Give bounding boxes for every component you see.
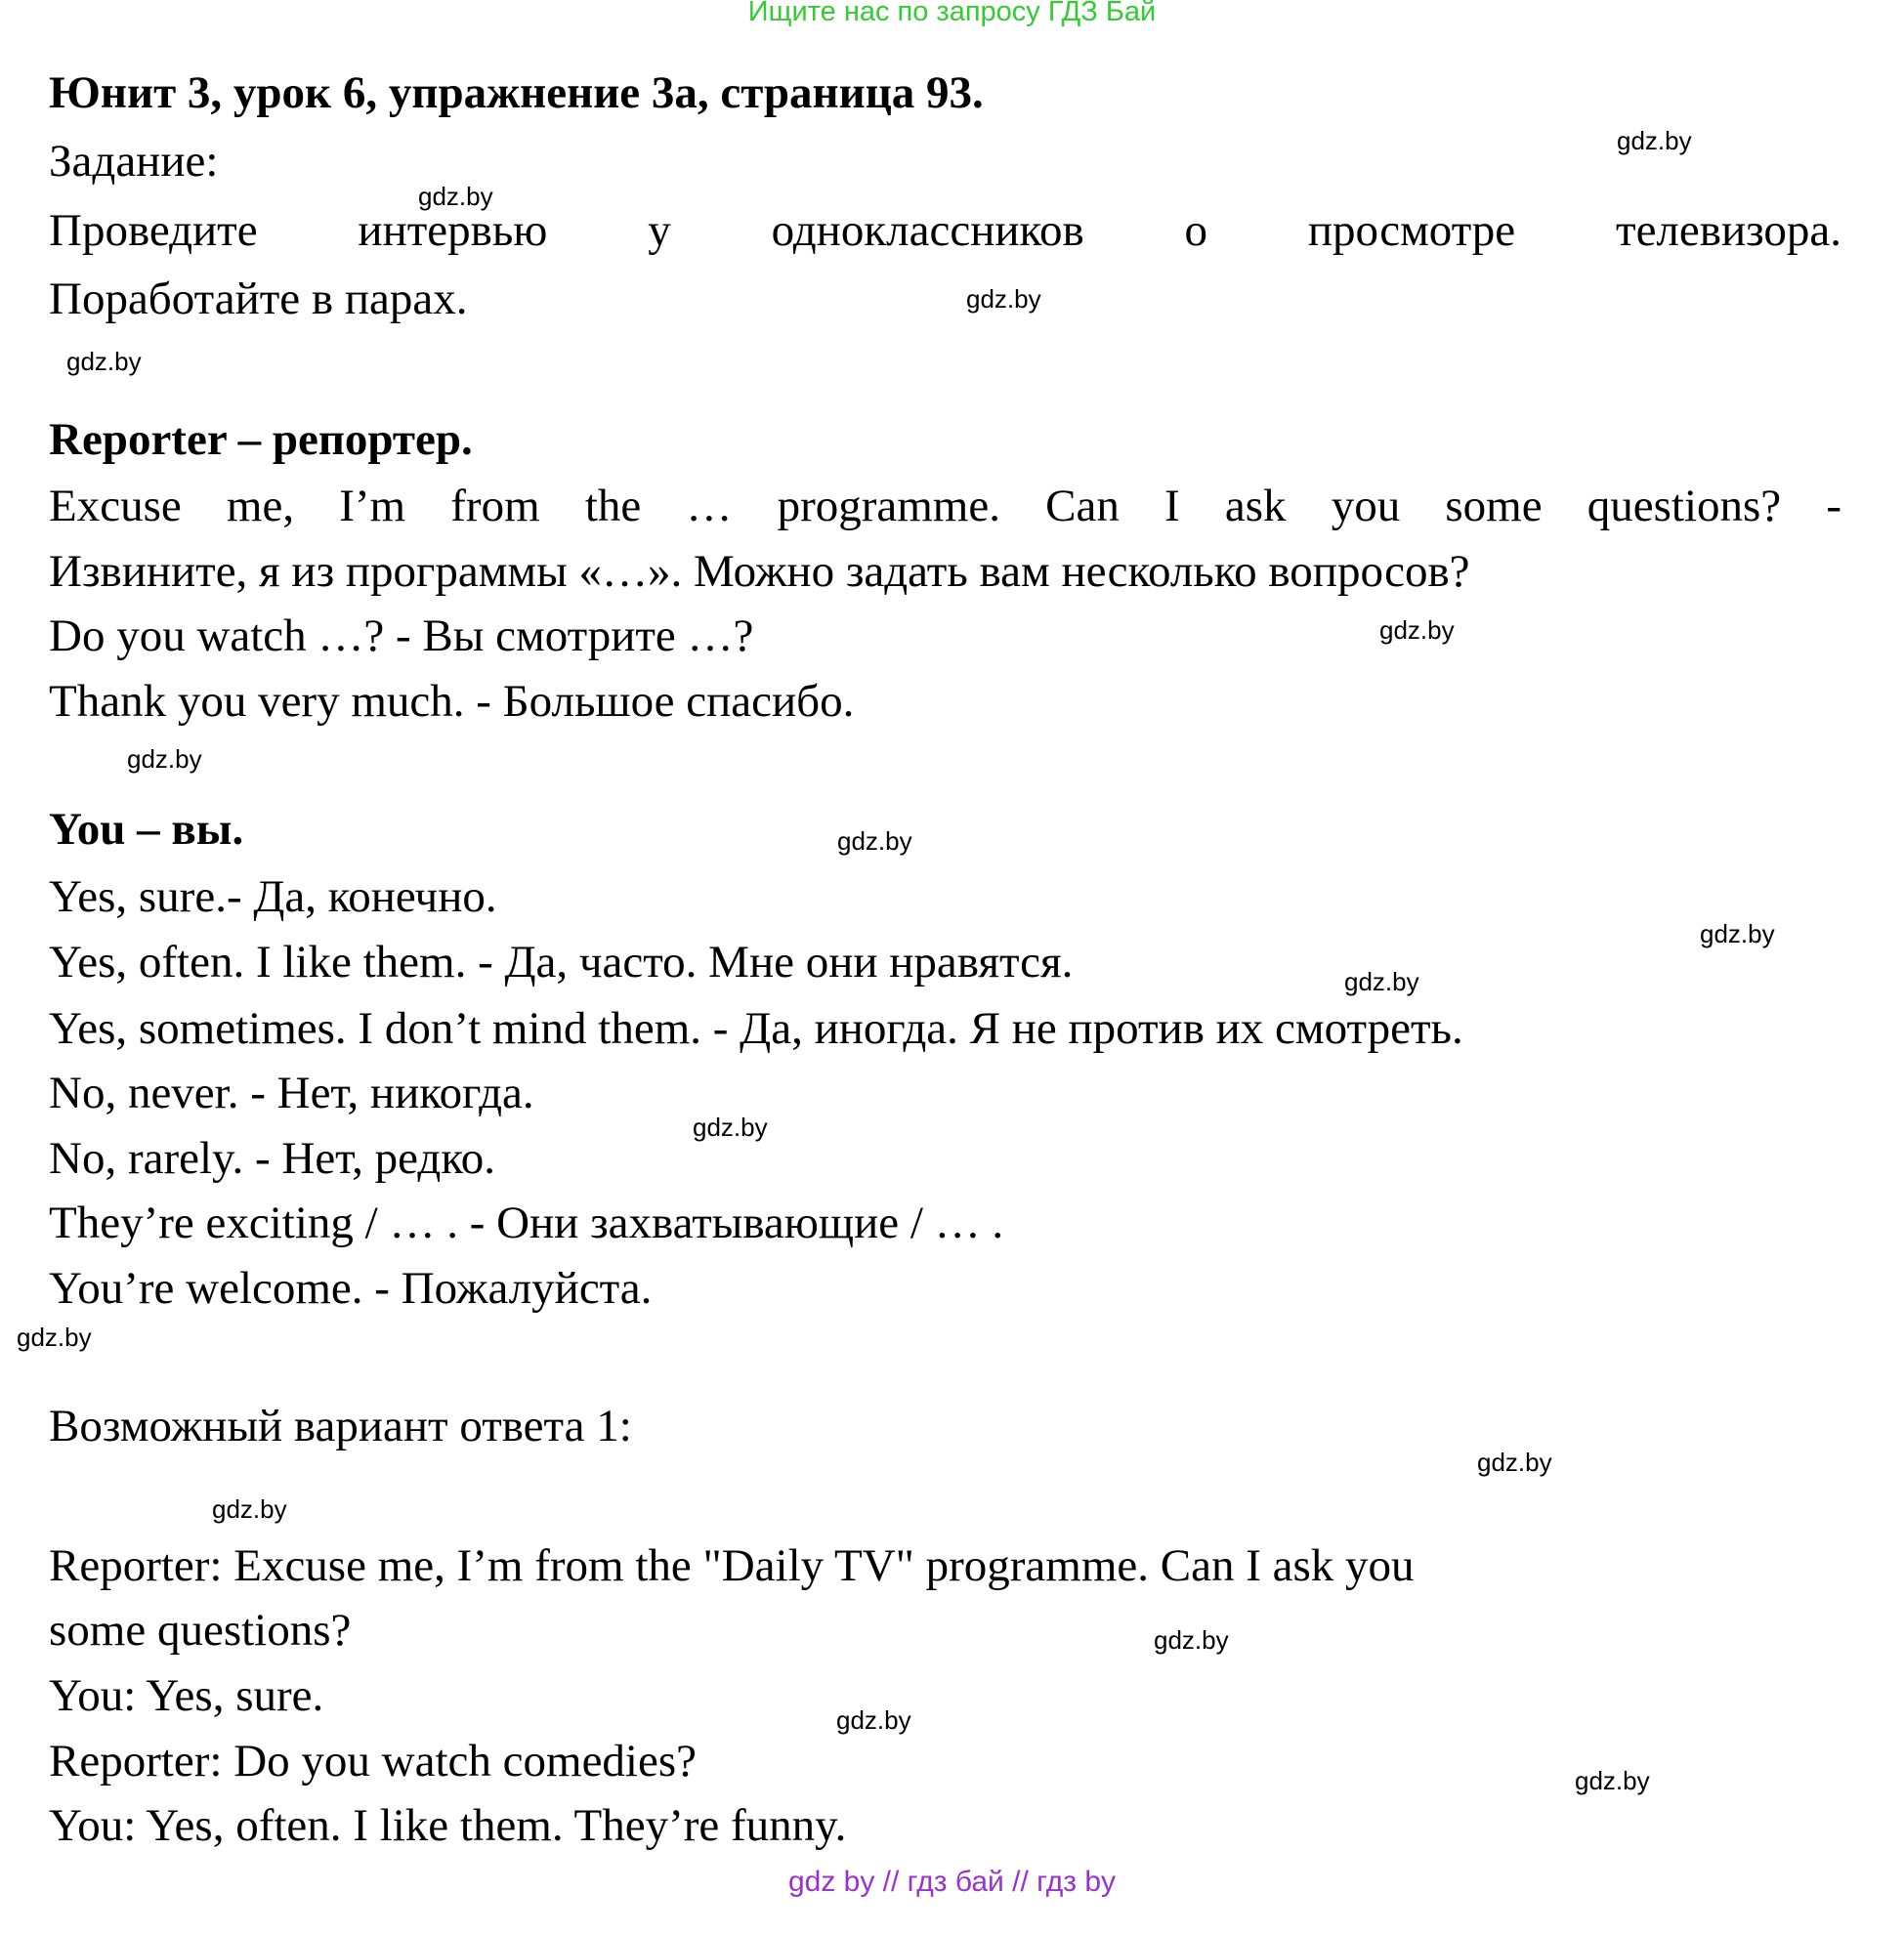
watermark: gdz.by: [1700, 919, 1775, 948]
watermark: gdz.by: [693, 1113, 768, 1142]
dialog-line-2: some questions?: [49, 1605, 352, 1656]
you-line-5: No, rarely. - Нет, редко.: [49, 1133, 496, 1184]
top-banner: Ищите нас по запросу ГДЗ Бай: [747, 0, 1157, 27]
answer-label: Возможный вариант ответа 1:: [49, 1401, 632, 1451]
footer-banner: gdz by // гдз бай // гдз by: [787, 1866, 1117, 1898]
watermark: gdz.by: [127, 744, 202, 774]
watermark: gdz.by: [1379, 615, 1455, 645]
reporter-line-1: Excuse me, I’m from the … programme. Can I ask you some questions? -: [49, 481, 1841, 531]
watermark: gdz.by: [418, 182, 493, 211]
you-line-4: No, never. - Нет, никогда.: [49, 1068, 534, 1118]
watermark: gdz.by: [1477, 1448, 1552, 1477]
task-text-line-1: Проведите интервью у одноклассников о просмотре телевизора.: [49, 205, 1841, 256]
watermark: gdz.by: [1344, 967, 1419, 996]
watermark: gdz.by: [17, 1323, 92, 1352]
reporter-heading: Reporter – репортер.: [49, 414, 473, 465]
you-line-1: Yes, sure.- Да, конечно.: [49, 871, 497, 922]
dialog-line-3: You: Yes, sure.: [49, 1670, 324, 1721]
you-line-2: Yes, often. I like them. - Да, часто. Мне они нравятся.: [49, 937, 1074, 988]
watermark: gdz.by: [1575, 1766, 1650, 1795]
watermark: gdz.by: [1617, 126, 1692, 155]
watermark: gdz.by: [966, 284, 1041, 314]
watermark: gdz.by: [837, 826, 912, 856]
reporter-line-3: Do you watch …? - Вы смотрите …?: [49, 610, 754, 661]
you-line-7: You’re welcome. - Пожалуйста.: [49, 1263, 653, 1314]
you-line-3: Yes, sometimes. I don’t mind them. - Да, иногда. Я не против их смотреть.: [49, 1003, 1463, 1054]
task-text-line-2: Поработайте в парах.: [49, 273, 468, 324]
reporter-line-4: Thank you very much. - Большое спасибо.: [49, 676, 855, 727]
page-title: Юнит 3, урок 6, упражнение 3а, страница 93.: [49, 67, 984, 118]
watermark: gdz.by: [66, 347, 142, 376]
dialog-line-1: Reporter: Excuse me, I’m from the "Daily TV" programme. Can I ask you: [49, 1540, 1415, 1591]
watermark: gdz.by: [836, 1705, 911, 1735]
reporter-line-2: Извините, я из программы «…». Можно задать вам несколько вопросов?: [49, 546, 1470, 597]
dialog-line-5: You: Yes, often. I like them. They’re funny.: [49, 1800, 847, 1851]
watermark: gdz.by: [212, 1494, 287, 1524]
you-line-6: They’re exciting / … . - Они захватывающие / … .: [49, 1198, 1004, 1248]
task-label: Задание:: [49, 136, 219, 187]
watermark: gdz.by: [1154, 1625, 1229, 1655]
dialog-line-4: Reporter: Do you watch comedies?: [49, 1736, 698, 1787]
you-heading: You – вы.: [49, 804, 244, 855]
